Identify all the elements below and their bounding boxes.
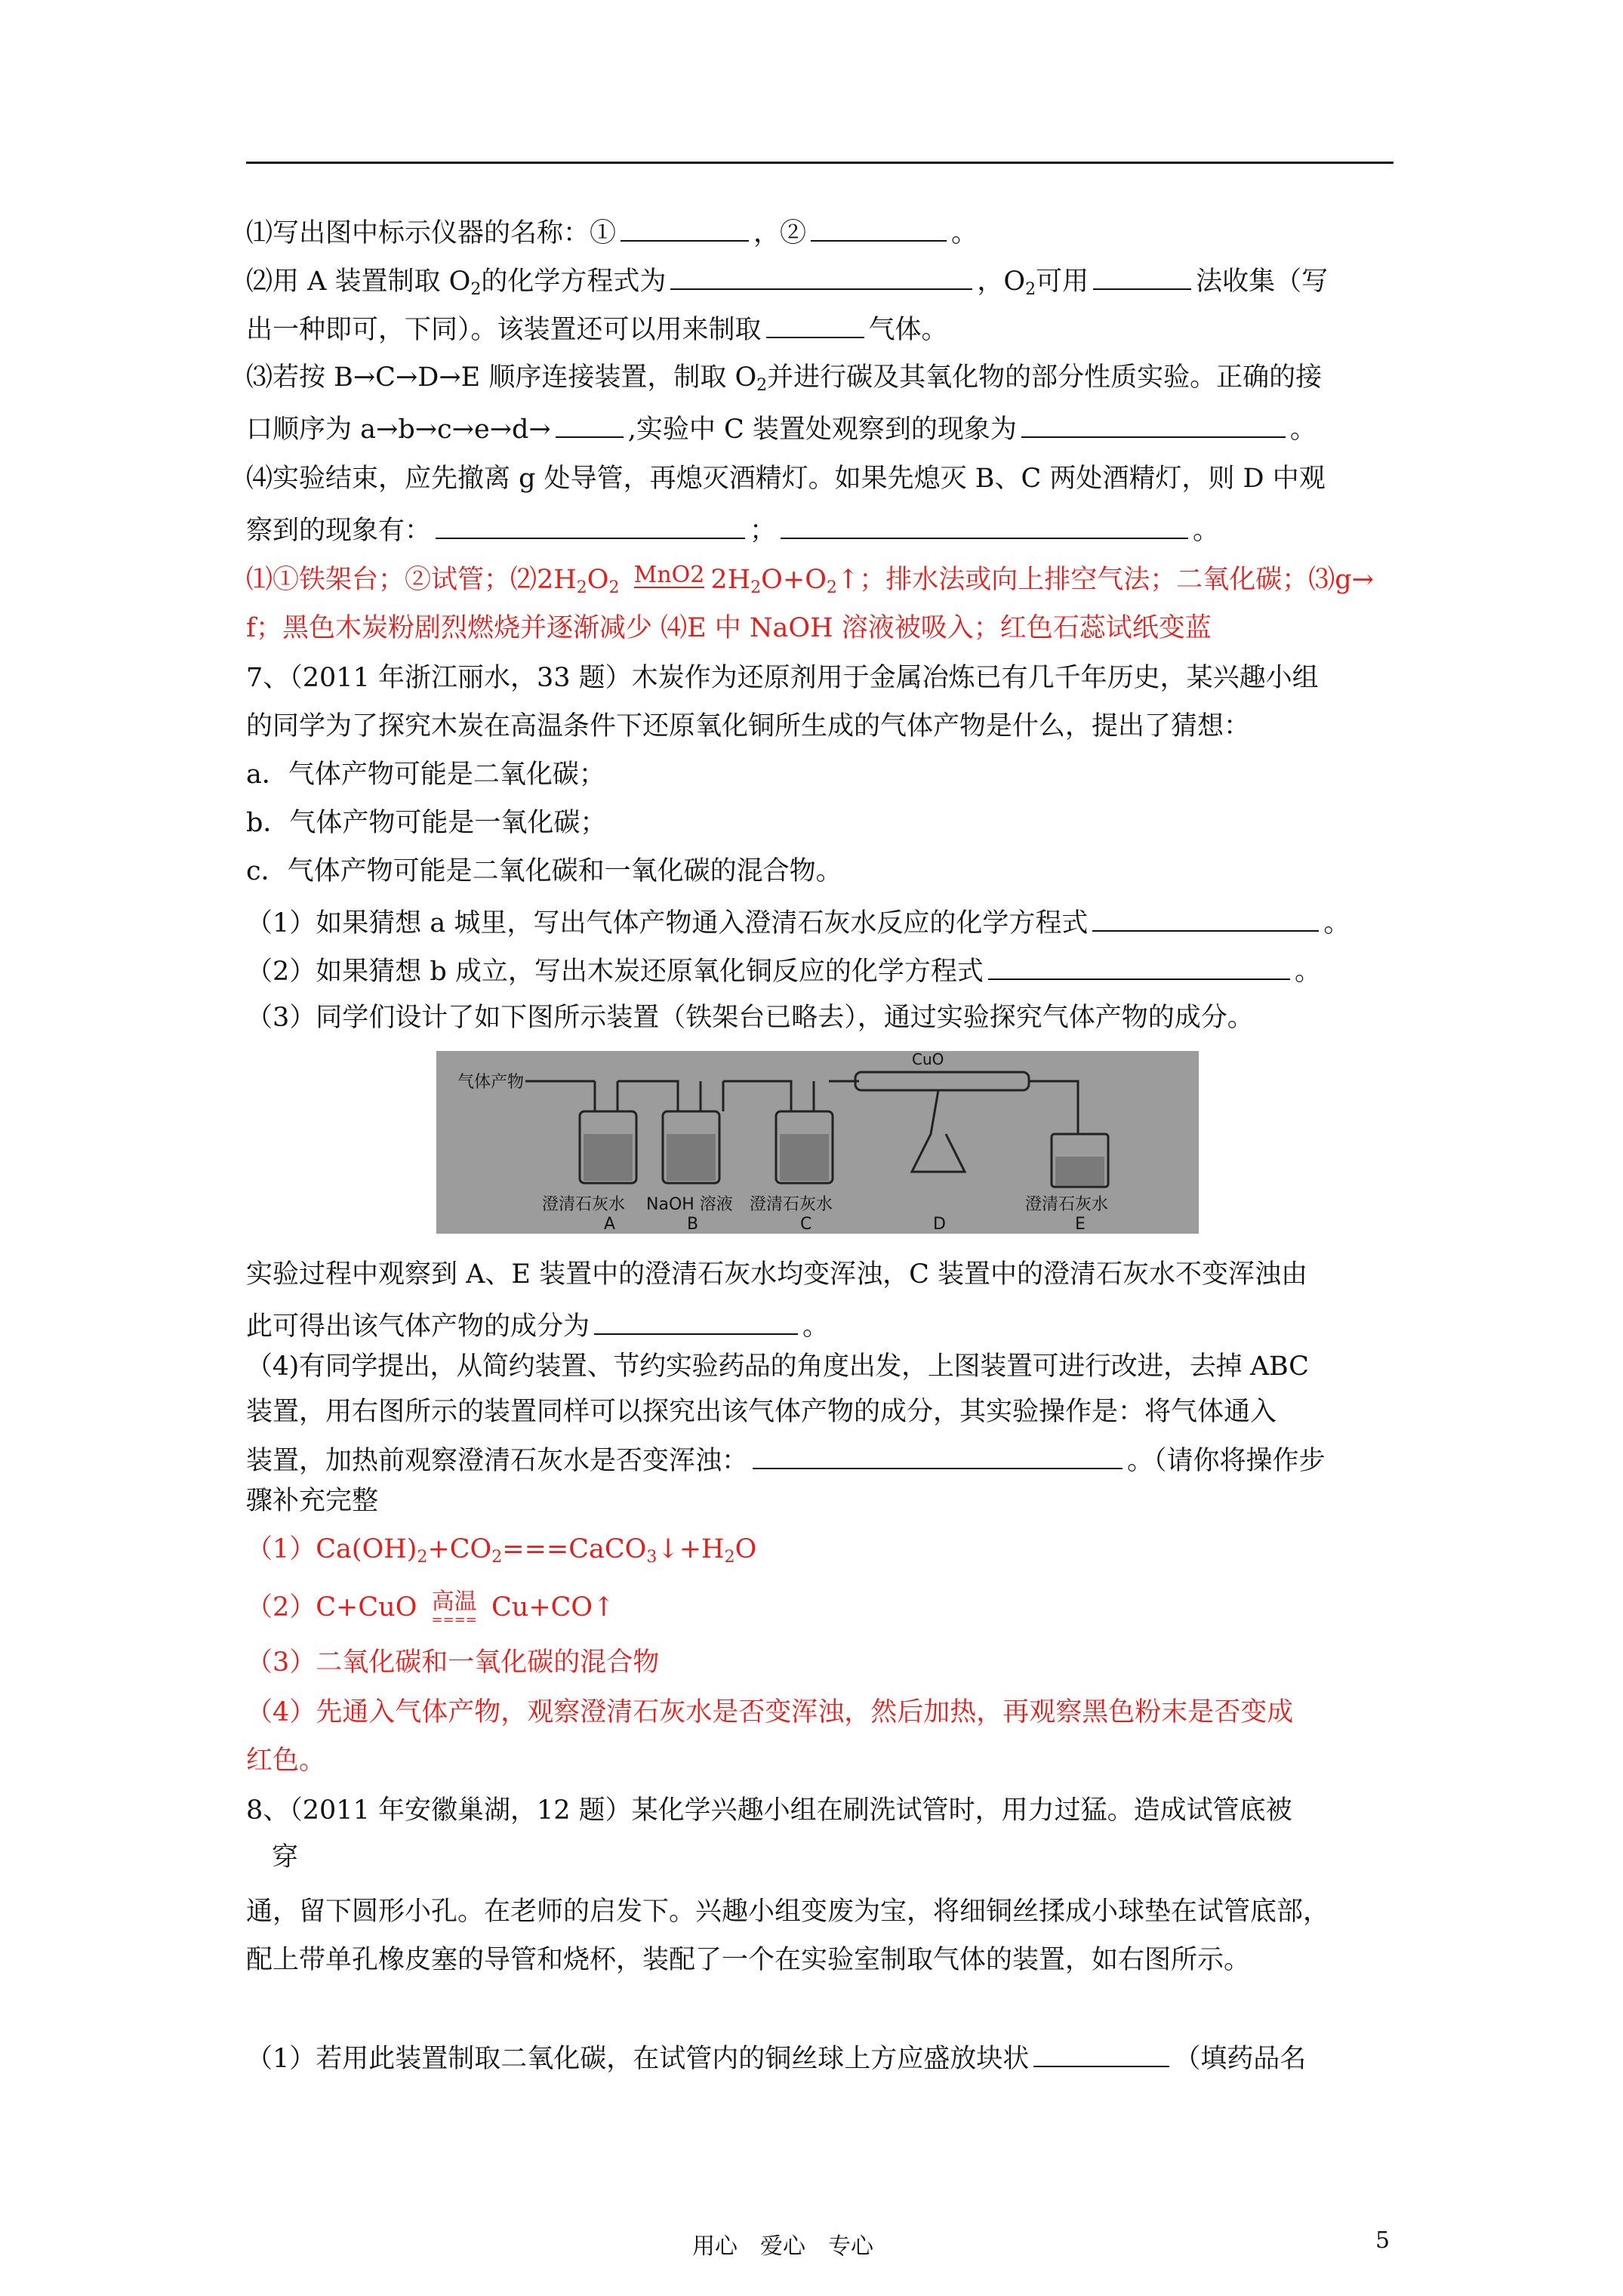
q7-stem-line2: 的同学为了探究木炭在高温条件下还原氧化铜所生成的气体产物是什么，提出了猜想： [246,711,1251,741]
q7-answer1: $(1)Ca(OH)_2+CO_2===CaCO_3↓+H_2O$ [246,1534,757,1567]
q7-answer4-line1: （4）先通入气体产物，观察澄清石灰水是否变浑浊，然后加热，再观察黑色粉末是否变成 [246,1697,1294,1727]
page-number: 5 [1375,2227,1390,2254]
apparatus-figure [436,1051,1199,1234]
answer-blank[interactable] [1021,409,1286,438]
answer-blank[interactable] [621,213,749,242]
answer-blank[interactable] [1093,261,1191,290]
q6-answer-line2: f；黑色木炭粉剧烈燃烧并逐渐减少 ⑷E 中 NaOH 溶液被吸入；红色石蕊试纸变蓝 [246,613,1212,643]
q7-sub4-line1: （4)有同学提出，从简约装置、节约实验药品的角度出发，上图装置可进行改进，去掉 ABC [246,1351,1309,1382]
q6-part4-line1: ⑷实验结束，应先撤离 g 处导管，再熄灭酒精灯。如果先熄灭 B、C 两处酒精灯，则 D 中观 [246,464,1326,494]
answer-blank[interactable] [594,1306,798,1335]
answer-blank[interactable] [988,951,1290,980]
bottle-a-label: 澄清石灰水 [542,1195,626,1214]
letter-b: B [687,1215,699,1234]
q6-part3-line1: ⑶若按 B→C→D→E 顺序连接装置，制取 $O_2$并进行碳及其氧化物的部分性质实验。正确的接 [246,362,1323,395]
q8-stem-line3: 配上带单孔橡皮塞的导管和烧杯，装配了一个在实验室制取气体的装置，如右图所示。 [246,1945,1251,1975]
q6-part4-line2: 察到的现象有： ； 。 [246,510,1219,547]
q6-part3-line2: 口顺序为 a→b→c→e→d→ ,实验中 C 装置处观察到的现象为 。 [246,409,1317,446]
bottle-b-label: NaOH 溶液 [646,1195,733,1214]
q8-stem-line1b: 穿 [272,1842,299,1872]
q7-answer4-line2: 红色。 [246,1746,326,1776]
q8-stem-line2: 通，留下圆形小孔。在老师的启发下。兴趣小组变废为宝，将细铜丝揉成小球垫在试管底部， [246,1897,1330,1927]
q7-hypothesis-b: b．气体产物可能是一氧化碳； [246,808,607,838]
q7-sub4-line2: 装置，用右图所示的装置同样可以探究出该气体产物的成分，其实验操作是：将气体通入 [246,1397,1277,1427]
letter-d: D [933,1215,946,1234]
apparatus-diagram [436,1051,1199,1234]
q7-stem-line1: 7、（2011 年浙江丽水，33 题）木炭作为还原剂用于金属冶炼已有几千年历史，某兴趣小组 [246,663,1319,693]
answer-blank[interactable] [670,261,972,290]
q7-sub1: （1）如果猜想 a 城里，写出气体产物通入澄清石灰水反应的化学方程式 。 [246,903,1350,940]
catalyst-label: MnO2 [633,562,705,588]
q7-answer3: （3）二氧化碳和一氧化碳的混合物 [246,1647,660,1678]
q7-hypothesis-a: a．气体产物可能是二氧化碳； [246,760,605,790]
letter-e: E [1075,1215,1086,1234]
answer-blank[interactable] [556,409,624,438]
q6-part2-line1: ⑵用 A 装置制取 $O_2$的化学方程式为 ，$O_2$可用 法收集（写 [246,261,1328,307]
answer-blank[interactable] [811,213,947,242]
q6-part1: ⑴写出图中标示仪器的名称：① ，② 。 [246,213,978,250]
q8-stem-line1: 8、（2011 年安徽巢湖，12 题）某化学兴趣小组在刷洗试管时，用力过猛。造成试管底被 [246,1795,1292,1826]
q7-sub2: （2）如果猜想 b 成立，写出木炭还原氧化铜反应的化学方程式 。 [246,951,1321,988]
q8-sub1: （1）若用此装置制取二氧化碳，在试管内的铜丝球上方应盛放块状 （填药品名 [246,2039,1306,2076]
bottle-c-label: 澄清石灰水 [750,1195,833,1214]
answer-blank[interactable] [436,510,745,539]
answer-blank[interactable] [1092,903,1319,932]
letter-c: C [800,1215,812,1234]
q6-answer-line1: ⑴①铁架台；②试管；$⑵2H_2O_2$ MnO2 $2H_2O+O_2↑$；排水法或向上排空气法；二氧化碳；⑶g→ [246,562,1374,597]
gas-product-label: 气体产物 [457,1073,525,1092]
answer-blank[interactable] [1033,2039,1169,2067]
answer-blank[interactable] [753,1441,1123,1469]
footer-motto: 用心 爱心 专心 [692,2233,873,2260]
cuo-label: CuO [912,1051,944,1068]
q7-observation-line2: 此可得出该气体产物的成分为 。 [246,1306,829,1343]
q7-observation-line1: 实验过程中观察到 A、E 装置中的澄清石灰水均变浑浊，C 装置中的澄清石灰水不变浑浊由 [246,1259,1307,1290]
reaction-condition: 高温 ==== [431,1588,477,1628]
letter-a: A [604,1215,616,1234]
q7-answer2: （2）C+CuO 高温 ==== Cu+CO↑ [246,1588,615,1628]
q7-hypothesis-c: c．气体产物可能是二氧化碳和一氧化碳的混合物。 [246,856,842,886]
q7-sub4-line3: 装置，加热前观察澄清石灰水是否变浑浊： 。（请你将操作步 [246,1441,1326,1478]
q7-sub4-line4: 骤补充完整 [246,1486,379,1516]
q6-part2-line2: 出一种即可，下同）。该装置还可以用来制取 气体。 [246,310,948,347]
beaker-e-label: 澄清石灰水 [1025,1195,1109,1214]
answer-blank[interactable] [766,310,864,338]
answer-blank[interactable] [781,510,1188,539]
q7-sub3: （3）同学们设计了如下图所示装置（铁架台已略去），通过实验探究气体产物的成分。 [246,1003,1254,1033]
header-rule [246,162,1394,164]
